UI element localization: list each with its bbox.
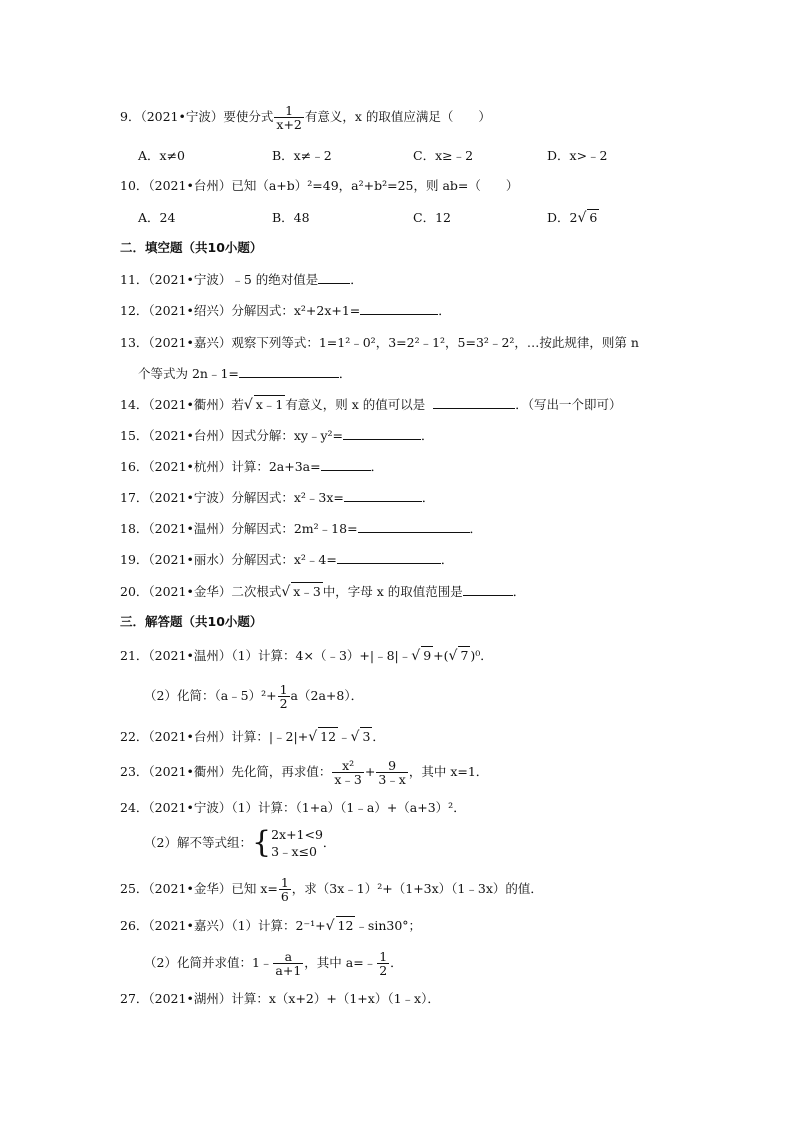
q23-fraction-1 <box>332 759 364 786</box>
q9-prefix: 9．（2021•宁波）要使分式 <box>120 109 274 124</box>
question-21-part2 <box>144 683 363 710</box>
question-18 <box>120 520 482 538</box>
q9-fraction <box>274 104 303 131</box>
q17-end: ． <box>421 490 435 505</box>
question-15 <box>120 427 434 445</box>
q20-end: ． <box>512 584 526 599</box>
q21-p2-fraction <box>278 683 290 710</box>
q11-end: ． <box>350 272 363 287</box>
q14-prefix: 14．（2021•衢州）若 <box>120 397 244 412</box>
q12-text: 12．（2021•绍兴）分解因式：x²+2x+1= <box>120 303 361 318</box>
question-9 <box>120 104 491 131</box>
question-27: 27．（2021•湖州）计算：x（x+2）+（1+x）（1﹣x）． <box>120 991 440 1006</box>
q9-frac-num: 1 <box>274 104 303 118</box>
q21-p2-frac-den: 2 <box>279 696 288 711</box>
q14-blank <box>433 396 515 409</box>
section-fill-title: 二．填空题（共10小题） <box>120 240 263 255</box>
q9-choice-b: B．x≠﹣2 <box>272 148 332 163</box>
question-20: 20．（2021•金华）二次根式√ x﹣3 中，字母 x 的取值范围是 ． <box>120 584 526 600</box>
q15-blank <box>343 427 421 440</box>
q18-end: ． <box>469 521 483 536</box>
q23-f2-den: 3﹣x <box>378 772 406 787</box>
q23-fraction-2 <box>376 759 408 786</box>
q25-suffix: ，求（3x﹣1）²+（1+3x）（1﹣3x）的值． <box>291 881 543 896</box>
q9-choice-c: C．x≥﹣2 <box>413 148 474 163</box>
q20-prefix: 20．（2021•金华）二次根式 <box>120 584 282 599</box>
q23-f1-num: x² <box>332 759 364 773</box>
question-21-part1: 21．（2021•温州）（1）计算：4×（﹣3）+|﹣8|﹣√ 9 +(√ 7 )⁰． <box>120 648 493 664</box>
inequality-2: 3﹣x≤0 <box>271 844 317 859</box>
q22-end: ． <box>372 729 385 744</box>
q19-blank <box>337 551 441 564</box>
question-19 <box>120 551 453 569</box>
question-14: 14．（2021•衢州）若√ x﹣1 有意义，则 x 的值可以是 ．（写出一个即可） <box>120 397 622 413</box>
q10-choice-a: A．24 <box>138 210 176 225</box>
q26-radicand: 12 <box>337 918 354 933</box>
q18-text: 18．（2021•温州）分解因式：2m²﹣18= <box>120 521 358 536</box>
q19-text: 19．（2021•丽水）分解因式：x²﹣4= <box>120 552 337 567</box>
q21-p2-suffix: a（2a+8）． <box>290 688 364 703</box>
q26-p2-frac-den: a+1 <box>275 963 302 978</box>
q13-blank <box>239 365 339 378</box>
inequality-system <box>252 826 323 860</box>
q22-prefix: 22．（2021•台州）计算：|﹣2|+ <box>120 729 309 744</box>
q16-blank <box>321 458 371 471</box>
q18-blank <box>358 520 470 533</box>
q22-radicand-2: 3 <box>362 729 371 744</box>
q11-text: 11．（2021•宁波）﹣5 的绝对值是 <box>120 272 319 287</box>
q23-plus: + <box>364 764 376 779</box>
q14-end: ．（写出一个即可） <box>515 397 622 412</box>
q24-p2-prefix: （2）解不等式组： <box>144 835 252 850</box>
question-17 <box>120 489 434 507</box>
question-16 <box>120 458 383 476</box>
q25-fraction <box>279 876 291 903</box>
q15-end: ． <box>421 428 434 443</box>
q26-p2-fraction <box>273 950 303 977</box>
q16-text: 16．（2021•杭州）计算：2a+3a= <box>120 459 321 474</box>
q17-text: 17．（2021•宁波）分解因式：x²﹣3x= <box>120 490 344 505</box>
q23-f1-den: x﹣3 <box>334 772 362 787</box>
q9-frac-den: x+2 <box>276 117 302 132</box>
q9-suffix: 有意义，x 的取值应满足（ ） <box>304 109 491 124</box>
q26-prefix: 26．（2021•嘉兴）（1）计算：2⁻¹+ <box>120 918 326 933</box>
inequality-1: 2x+1<9 <box>271 827 323 842</box>
q10-choice-d-radicand: 6 <box>589 210 598 225</box>
question-23 <box>120 759 488 786</box>
q22-mid: ﹣ <box>338 729 351 744</box>
q21-prefix: 21．（2021•温州）（1）计算：4×（﹣3）+|﹣8|﹣ <box>120 648 412 663</box>
question-11 <box>120 271 363 289</box>
q9-choice-a: A．x≠0 <box>138 148 186 163</box>
q21-p2-frac-num: 1 <box>279 682 288 697</box>
q26-p2-mid: ，其中 a=﹣ <box>304 955 377 970</box>
q15-text: 15．（2021•台州）因式分解：xy﹣y²= <box>120 428 343 443</box>
q16-end: ． <box>370 459 384 474</box>
q13-line2-text: 个等式为 2n﹣1= <box>138 366 239 381</box>
question-24-part2 <box>144 826 335 860</box>
q10-choice-c: C．12 <box>413 210 451 225</box>
q10-choice-d: D．2√ 6 <box>547 210 598 226</box>
q25-prefix: 25．（2021•金华）已知 x= <box>120 881 278 896</box>
q13-end: ． <box>338 366 352 381</box>
q25-frac-den: 6 <box>280 889 289 904</box>
question-25 <box>120 876 543 903</box>
question-22: 22．（2021•台州）计算：|﹣2|+√ 12 ﹣√ 3 ． <box>120 729 385 745</box>
question-24-part1: 24．（2021•宁波）（1）计算：（1+a）（1﹣a）+（a+3）²． <box>120 800 466 815</box>
q20-blank <box>463 583 513 596</box>
q10-choice-b: B．48 <box>272 210 310 225</box>
question-13-line2 <box>138 365 351 383</box>
q21-radicand-2: 7 <box>460 648 469 663</box>
q23-prefix: 23．（2021•衢州）先化简，再求值： <box>120 764 332 779</box>
q23-f2-num: 9 <box>376 759 408 773</box>
q26-suffix: ﹣sin30°； <box>355 918 422 933</box>
q25-frac-num: 1 <box>280 875 289 890</box>
q19-end: ． <box>440 552 454 567</box>
q21-radicand-1: 9 <box>423 648 432 663</box>
q26-p2-prefix: （2）化简并求值：1﹣ <box>144 955 273 970</box>
q9-choice-d: D．x>﹣2 <box>547 148 608 163</box>
q17-blank <box>344 489 422 502</box>
q14-suffix: 有意义，则 x 的值可以是 <box>285 397 426 412</box>
q20-radicand: x﹣3 <box>293 584 321 599</box>
q20-suffix: 中，字母 x 的取值范围是 <box>322 584 463 599</box>
question-26-part1: 26．（2021•嘉兴）（1）计算：2⁻¹+√ 12 ﹣sin30°； <box>120 918 422 934</box>
question-10: 10．（2021•台州）已知（a+b）²=49，a²+b²=25，则 ab=（ ） <box>120 178 519 193</box>
q12-end: ． <box>438 303 451 318</box>
q26-p2-value-num: 1 <box>379 949 388 964</box>
q12-blank <box>360 302 438 315</box>
q14-radicand: x﹣1 <box>255 397 284 412</box>
q24-end: ． <box>322 835 336 850</box>
q23-suffix: ，其中 x=1． <box>408 764 489 779</box>
q21-p2-prefix: （2）化简：（a﹣5）²+ <box>144 688 277 703</box>
q11-blank <box>318 271 350 284</box>
q26-p2-value-den: 2 <box>379 963 388 978</box>
section-answer-title: 三．解答题（共10小题） <box>120 614 263 629</box>
q26-p2-value-fraction <box>377 950 389 977</box>
left-brace-icon: { <box>251 825 272 860</box>
q26-p2-end: ． <box>390 955 403 970</box>
question-26-part2 <box>144 950 403 977</box>
q21-end: )⁰． <box>470 648 493 663</box>
question-13-line1: 13．（2021•嘉兴）观察下列等式：1=1²﹣0²，3=2²﹣1²，5=3²﹣2²，…按此规律，则第 n <box>120 335 639 350</box>
q26-p2-frac-num: a <box>273 950 303 964</box>
question-12 <box>120 302 451 320</box>
q22-radicand-1: 12 <box>320 729 337 744</box>
q21-mid: +( <box>433 648 449 663</box>
q10-choice-d-label: D．2 <box>547 210 578 225</box>
